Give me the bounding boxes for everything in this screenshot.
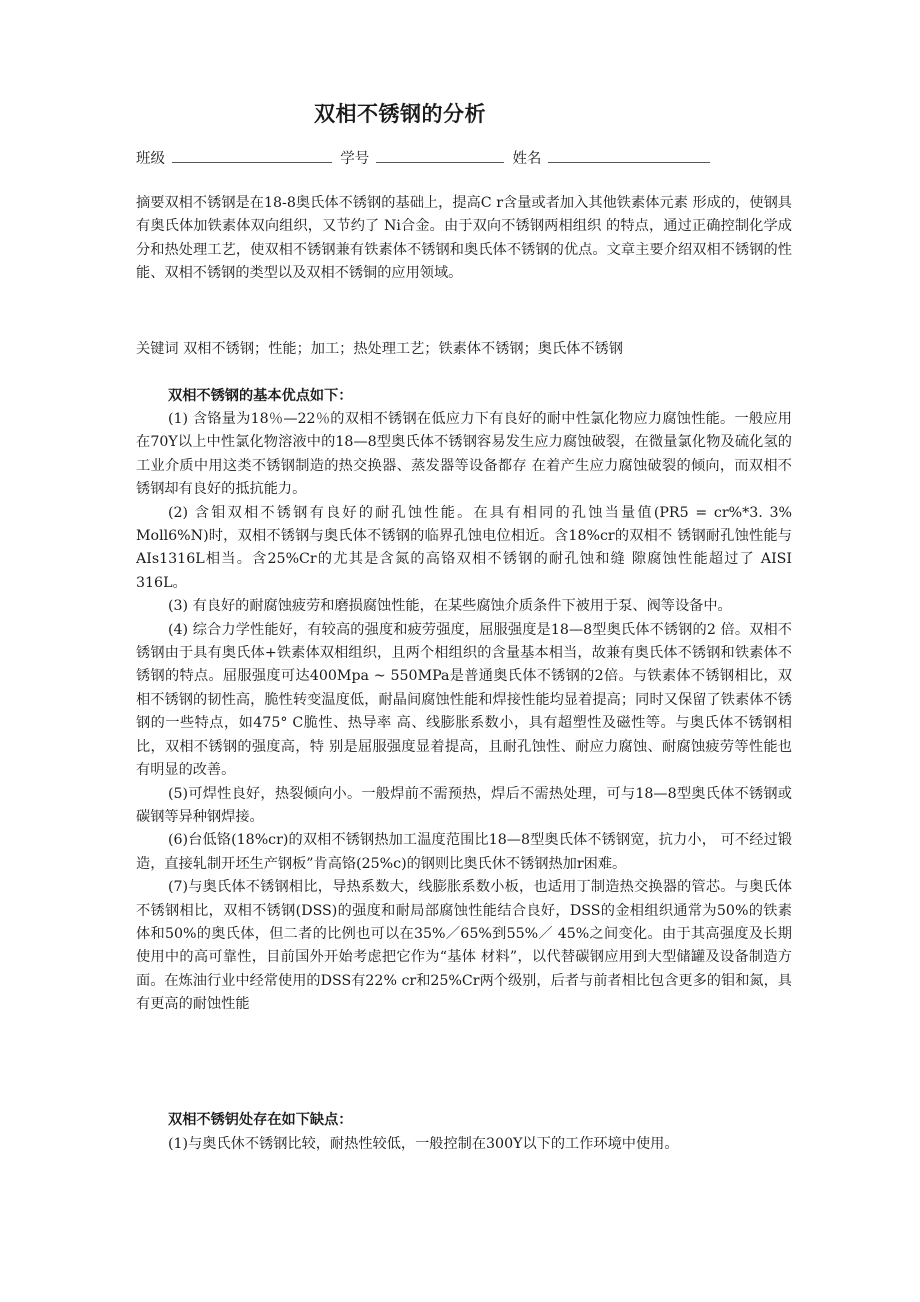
student-id-blank: [376, 148, 504, 163]
list-item: (2) 含钼双相不锈钢有良好的耐孔蚀性能。在具有相同的孔蚀当量值(PR5 = cr%*3. 3% Moll6%N)时，双相不锈钢与奥氏体不锈钢的临界孔蚀电位相近。含18%cr的双相不 锈钢耐孔蚀性能与AIs1316L相当。含25%Cr的尤其是含氮的高铬双相不锈钢的耐孔蚀和缝 隙腐蚀性能超过了 AISI 316L。: [136, 504, 792, 591]
name-label: 姓名: [512, 151, 542, 167]
list-item: (7)与奥氏体不锈钢相比，导热系数大，线膨胀系数小板，也适用丁制造热交换器的管芯。与奥氏体不锈钢相比，双相不锈钢(DSS)的强度和耐局部腐蚀性能结合良好，DSS的金相组织通常为50%的铁素体和50%的奥氏体，但二者的比例也可以在35%／65%到55%／ 45%之间变化。由于其高强度及长期使用中的高可靠性，目前国外开始考虑把它作为“基体 材料”，以代替碳钢应用到大型储罐及设备制造方面。在炼油行业中经常使用的DSS有22% cr和25%Cr两个级别，后者与前者相比包含更多的钼和氮，具有更高的耐蚀性能: [136, 879, 792, 1013]
list-item: (6)台低铬(18%cr)的双相不锈钢热加工温度范围比18—8型奥氏体不锈钢宽，抗力小， 可不经过锻造，直接轧制开坯生产钢板”肯高铬(25%c)的钢则比奥氏休不锈钢热加r困难。: [136, 832, 792, 872]
class-blank: [172, 148, 332, 163]
list-item: (3) 有良好的耐腐蚀疲劳和磨损腐蚀性能，在某些腐蚀介质条件下被用于泵、阀等设备中。: [168, 598, 732, 615]
advantages-list: [136, 408, 792, 1017]
keywords-line: 关键词 双相不锈钢；性能；加工；热处理工艺；铁素体不锈钢；奥氏体不锈钢: [136, 341, 623, 357]
defects-list: [136, 1133, 792, 1156]
student-id-label: 学号: [340, 151, 370, 167]
class-label: 班级: [136, 151, 165, 167]
abstract-paragraph: 摘要双相不锈钢是在18-8奥氏体不锈钢的基础上，提高C r含量或者加入其他铁素体元素 形成的，使钢具有奥氏体加铁素体双向组织，又节约了 Ni合金。由于双向不锈钢两相组织 的特点，通过正确控制化学成分和热处理工艺，使双相不锈钢兼有铁素体不锈钢和奥氏体不锈钢的优点。文章主要介绍双相不锈钢的性能、双相不锈钢的类型以及双相不锈铜的应用领域。: [136, 195, 792, 282]
list-item: (1) 含铬量为18％—22％的双相不锈钢在低应力下有良好的耐中性氯化物应力腐蚀性能。一般应用在70Y以上中性氯化物溶液中的18—8型奥氏体不锈钢容易发生应力腐蚀破裂，在微量氯化物及硫化氢的工业介质中用这类不锈钢制造的热交换器、蒸发器等设备都存 在着产生应力腐蚀破裂的倾向，而双相不锈钢却有良好的抵抗能力。: [136, 411, 792, 498]
defects-heading: 双相不锈钥处存在如下缺点：: [168, 1112, 353, 1128]
list-item: (5)可焊性良好，热裂倾向小。一般焊前不需预热，焊后不需热处理，可与18—8型奥氏体不锈钢或碳钢等异种钢焊接。: [136, 785, 792, 825]
list-item: (4) 综合力学性能好，有较高的强度和疲劳强度，屈服强度是18—8型奥氏体不锈钢的2 倍。双相不锈钢由于具有奥氏体+铁素体双相组织，且两个相组织的含量基本相当，故兼有奥氏体不锈钢和铁素体不锈钢的特点。屈服强度可达400Mpa ~ 550MPa是普通奥氏体不锈钢的2倍。与铁素体不锈钢相比，双相不锈钢的韧性高，脆性转变温度低，耐晶间腐蚀性能和焊接性能均显着提高；同时又保留了铁素体不锈钢的一些特点，如475° C脆性、热导率 高、线膨胀系数小，具有超塑性及磁性等。与奥氏体不锈钢相比，双相不锈钢的强度高，特 别是屈服强度显着提高，且耐孔蚀性、耐应力腐蚀、耐腐蚀疲劳等性能也有明显的改善。: [136, 621, 792, 779]
student-info-row: [136, 147, 714, 168]
document-title: 双相不锈钢的分析: [314, 101, 486, 126]
advantages-heading: 双相不锈钢的基本优点如下：: [168, 388, 353, 404]
name-blank: [548, 148, 710, 163]
list-item: (1)与奥氏休不锈钢比较，耐热性较低，一般控制在300Y以下的工作环境中使用。: [168, 1136, 679, 1152]
